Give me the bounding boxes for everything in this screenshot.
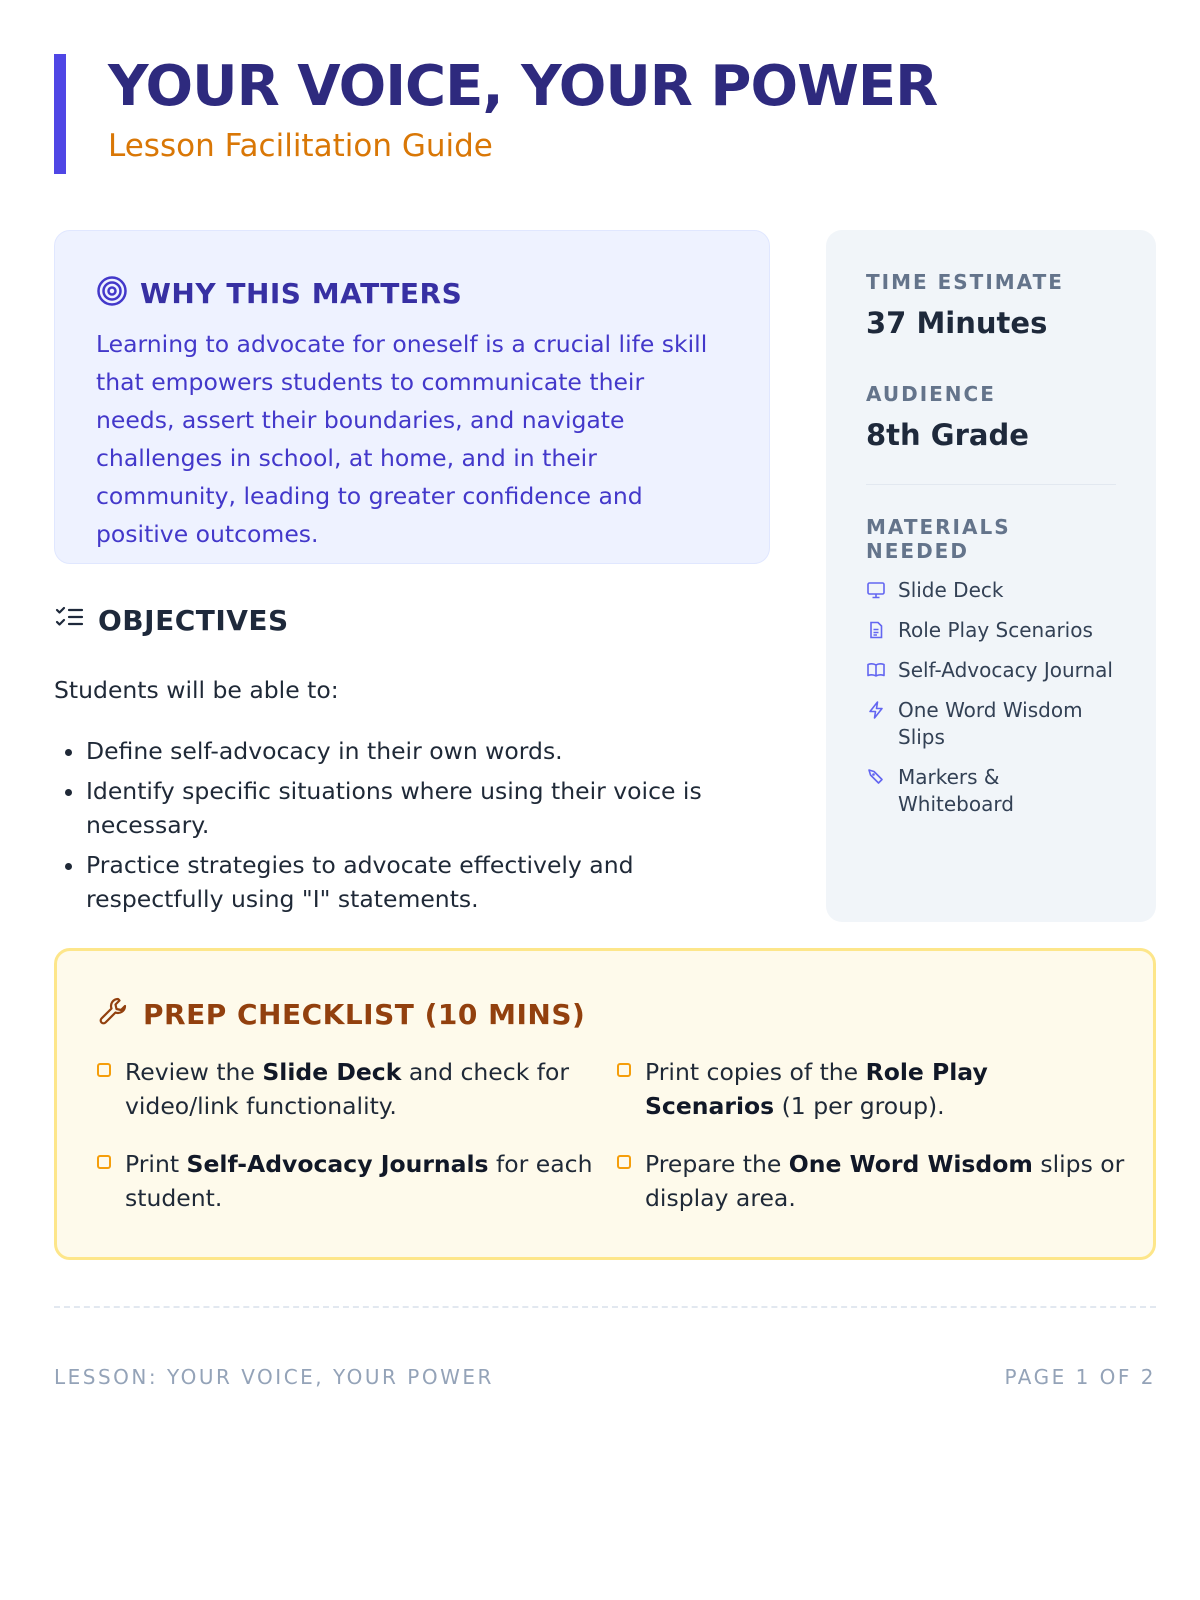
target-icon [96,275,128,311]
prep-item-text: Prepare the One Word Wisdom slips or display area. [645,1150,1125,1212]
page-subtitle: Lesson Facilitation Guide [108,128,493,164]
why-this-matters-card [54,230,770,564]
why-text: Learning to advocate for oneself is a crucial life skill that empowers students to communicate their needs, assert their boundaries, and navigate challenges in school, at home, and in their community, leading to greater confidence and positive outcomes. [96,330,708,548]
presentation-icon [866,580,886,600]
page-header [54,54,1156,174]
prep-checklist-grid [97,1055,1125,1215]
wrench-icon [97,995,131,1033]
material-label: Slide Deck [898,578,1004,602]
objective-item: • Define self-advocacy in their own words. [86,734,754,768]
prep-checkbox[interactable] [97,1155,111,1169]
book-icon [866,660,886,680]
prep-checkbox[interactable] [617,1155,631,1169]
lesson-info-panel [826,230,1156,922]
why-heading [96,275,729,311]
lightning-icon [866,700,886,720]
page [54,54,1156,1389]
prep-item[interactable] [617,1055,1125,1123]
objectives-heading [54,602,754,638]
material-item [866,617,1116,644]
prep-checklist-card [54,948,1156,1260]
materials-label: MATERIALS NEEDED [866,515,1011,563]
prep-title: PREP CHECKLIST (10 MINS) [143,997,586,1031]
prep-item[interactable] [97,1147,605,1215]
why-title: WHY THIS MATTERS [140,276,463,310]
time-estimate-label: TIME ESTIMATE [866,270,1064,294]
audience-label: AUDIENCE [866,382,996,406]
material-label: Markers & Whiteboard [898,765,1014,816]
objectives-intro: Students will be able to: [54,676,339,704]
marker-icon [866,767,886,787]
objective-item: • Practice strategies to advocate effectively and respectfully using "I" statements. [86,848,754,916]
materials-list [866,577,1116,818]
document-icon [866,620,886,640]
material-item [866,764,1116,818]
prep-item-text: Review the Slide Deck and check for video/link functionality. [125,1058,570,1120]
page-title: YOUR VOICE, YOUR POWER [108,54,938,119]
material-label: Role Play Scenarios [898,618,1093,642]
footer-page-number: PAGE 1 OF 2 [1004,1365,1156,1389]
material-label: One Word Wisdom Slips [898,698,1083,749]
prep-item[interactable] [97,1055,605,1123]
objectives-section [54,602,754,922]
objectives-list [54,734,754,916]
info-divider [866,484,1116,485]
material-item [866,577,1116,604]
material-label: Self-Advocacy Journal [898,658,1113,682]
prep-item-text: Print copies of the Role Play Scenarios (1 per group). [645,1058,988,1120]
prep-heading [97,995,1113,1033]
prep-item-text: Print Self-Advocacy Journals for each student. [125,1150,593,1212]
checklist-icon [54,602,86,638]
prep-item[interactable] [617,1147,1125,1215]
prep-checkbox[interactable] [617,1063,631,1077]
material-item [866,697,1116,751]
objectives-title: OBJECTIVES [98,603,289,637]
footer-divider [54,1306,1156,1308]
time-estimate-value: 37 Minutes [866,306,1048,340]
header-accent-bar [54,54,66,174]
footer-lesson-name: LESSON: YOUR VOICE, YOUR POWER [54,1365,494,1389]
prep-checkbox[interactable] [97,1063,111,1077]
objective-item: • Identify specific situations where using their voice is necessary. [86,774,754,842]
audience-value: 8th Grade [866,418,1029,452]
material-item [866,657,1116,684]
